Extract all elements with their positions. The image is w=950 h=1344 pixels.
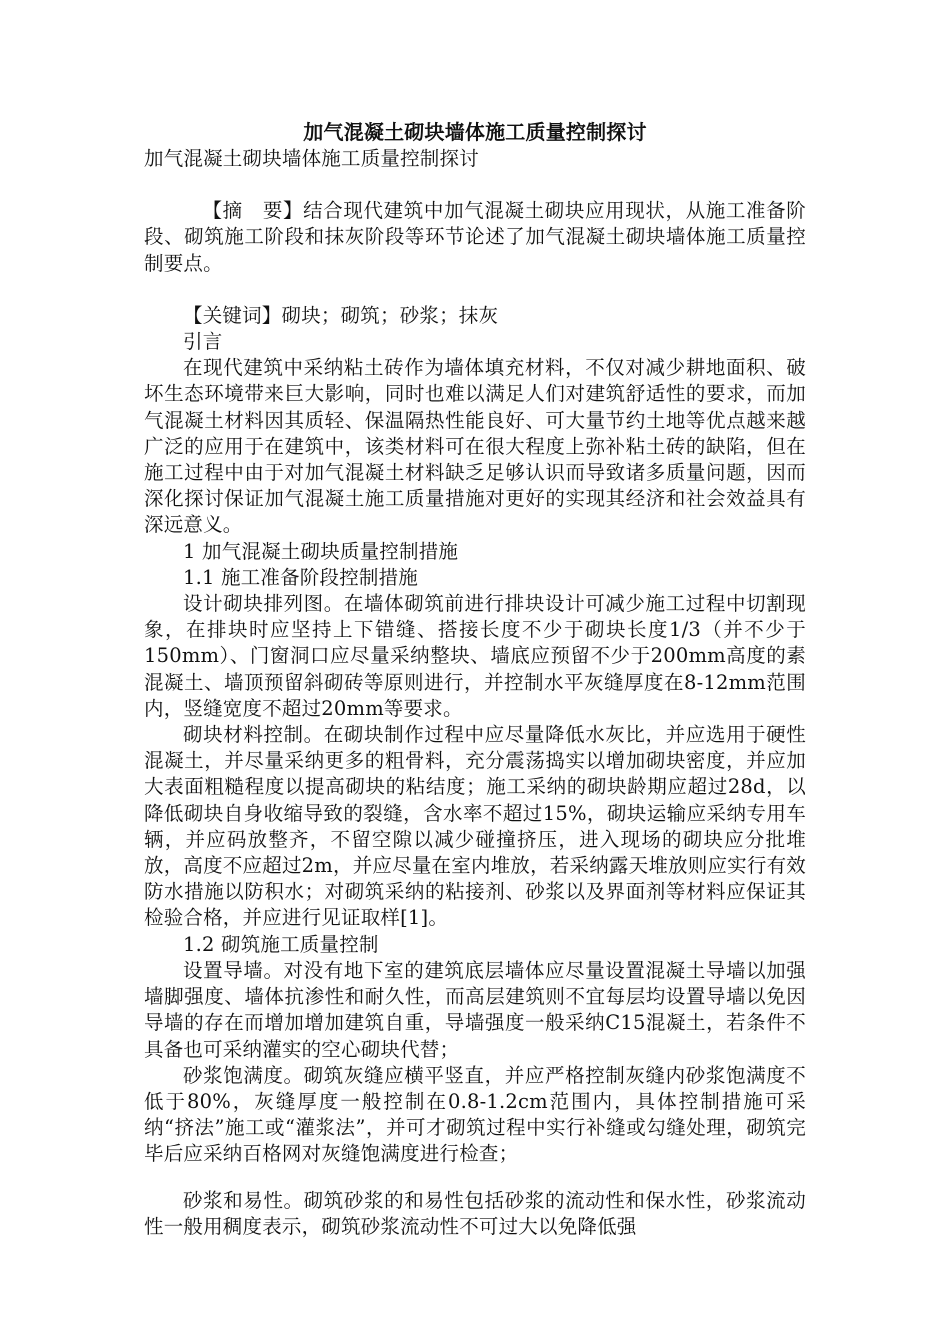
document-page: [144, 118, 806, 1240]
mortar-workability-paragraph: 砂浆和易性。砌筑砂浆的和易性包括砂浆的流动性和保水性，砂浆流动性一般用稠度表示，砌筑砂浆流动性不可过大以免降低强: [144, 1188, 806, 1238]
intro-heading: 引言: [183, 330, 223, 354]
keywords-line: 【关键词】砌块；砌筑；砂浆；抹灰: [183, 303, 499, 327]
document-subtitle: 加气混凝土砌块墙体施工质量控制探讨: [144, 147, 479, 170]
material-control-paragraph: 砌块材料控制。在砌块制作过程中应尽量降低水灰比，并应选用于硬性混凝土，并尽量采纳更多的粗骨料，充分震荡捣实以增加砌块密度，并应加大表面粗糙程度以提高砌块的粘结度；施工采纳的砌块龄期应超过28d，以降低砌块自身收缩导致的裂缝，含水率不超过15%，砌块运输应采纳专用车辆，并应码放整齐，不留空隙以减少碰撞挤压，进入现场的砌块应分批堆放，高度不应超过2m，并应尽量在室内堆放，若采纳露天堆放则应实行有效防水措施以防积水；对砌筑采纳的粘接剂、砂浆以及界面剂等材料应保证其检验合格，并应进行见证取样[1]。: [144, 723, 806, 930]
guide-wall-paragraph: 设置导墙。对没有地下室的建筑底层墙体应尽量设置混凝土导墙以加强墙脚强度、墙体抗渗性和耐久性，而高层建筑则不宜每层均设置导墙以免因导墙的存在而增加增加建筑自重，导墙强度一般采纳C15混凝土，若条件不具备也可采纳灌实的空心砌块代替；: [144, 958, 806, 1061]
spacer: [144, 172, 806, 198]
document-title: 加气混凝土砌块墙体施工质量控制探讨: [303, 120, 647, 144]
section-1-heading: 1 加气混凝土砌块质量控制措施: [183, 539, 459, 563]
mortar-fullness-paragraph: 砂浆饱满度。砌筑灰缝应横平竖直，并应严格控制灰缝内砂浆饱满度不低于80%，灰缝厚度一般控制在0.8-1.2cm范围内，具体控制措施可采纳“挤法”施工或“灌浆法”，并可才砌筑过程中实行补缝或勾缝处理，砌筑完毕后应采纳百格网对灰缝饱满度进行检查；: [144, 1063, 806, 1166]
section-1-2-heading: 1.2 砌筑施工质量控制: [183, 932, 379, 956]
section-1-1-heading: 1.1 施工准备阶段控制措施: [183, 565, 419, 589]
layout-design-paragraph: 设计砌块排列图。在墙体砌筑前进行排块设计可减少施工过程中切割现象，在排块时应坚持上下错缝、搭接长度不少于砌块长度1/3（并不少于150mm）、门窗洞口应尽量采纳整块、墙底应预留不少于200mm高度的素混凝土、墙顶预留斜砌砖等原则进行，并控制水平灰缝厚度在8-12mm范围内，竖缝宽度不超过20mm等要求。: [144, 592, 806, 720]
abstract-paragraph: 【摘 要】结合现代建筑中加气混凝土砌块应用现状，从施工准备阶段、砌筑施工阶段和抹灰阶段等环节论述了加气混凝土砌块墙体施工质量控制要点。: [144, 199, 806, 275]
spacer: [144, 277, 806, 303]
spacer: [144, 1168, 806, 1188]
intro-paragraph: 在现代建筑中采纳粘土砖作为墙体填充材料，不仅对减少耕地面积、破坏生态环境带来巨大影响，同时也难以满足人们对建筑舒适性的要求，而加气混凝土材料因其质轻、保温隔热性能良好、可大量节约土地等优点越来越广泛的应用于在建筑中，该类材料可在很大程度上弥补粘土砖的缺陷，但在施工过程中由于对加气混凝土材料缺乏足够认识而导致诸多质量问题，因而深化探讨保证加气混凝土施工质量措施对更好的实现其经济和社会效益具有深远意义。: [144, 356, 806, 537]
